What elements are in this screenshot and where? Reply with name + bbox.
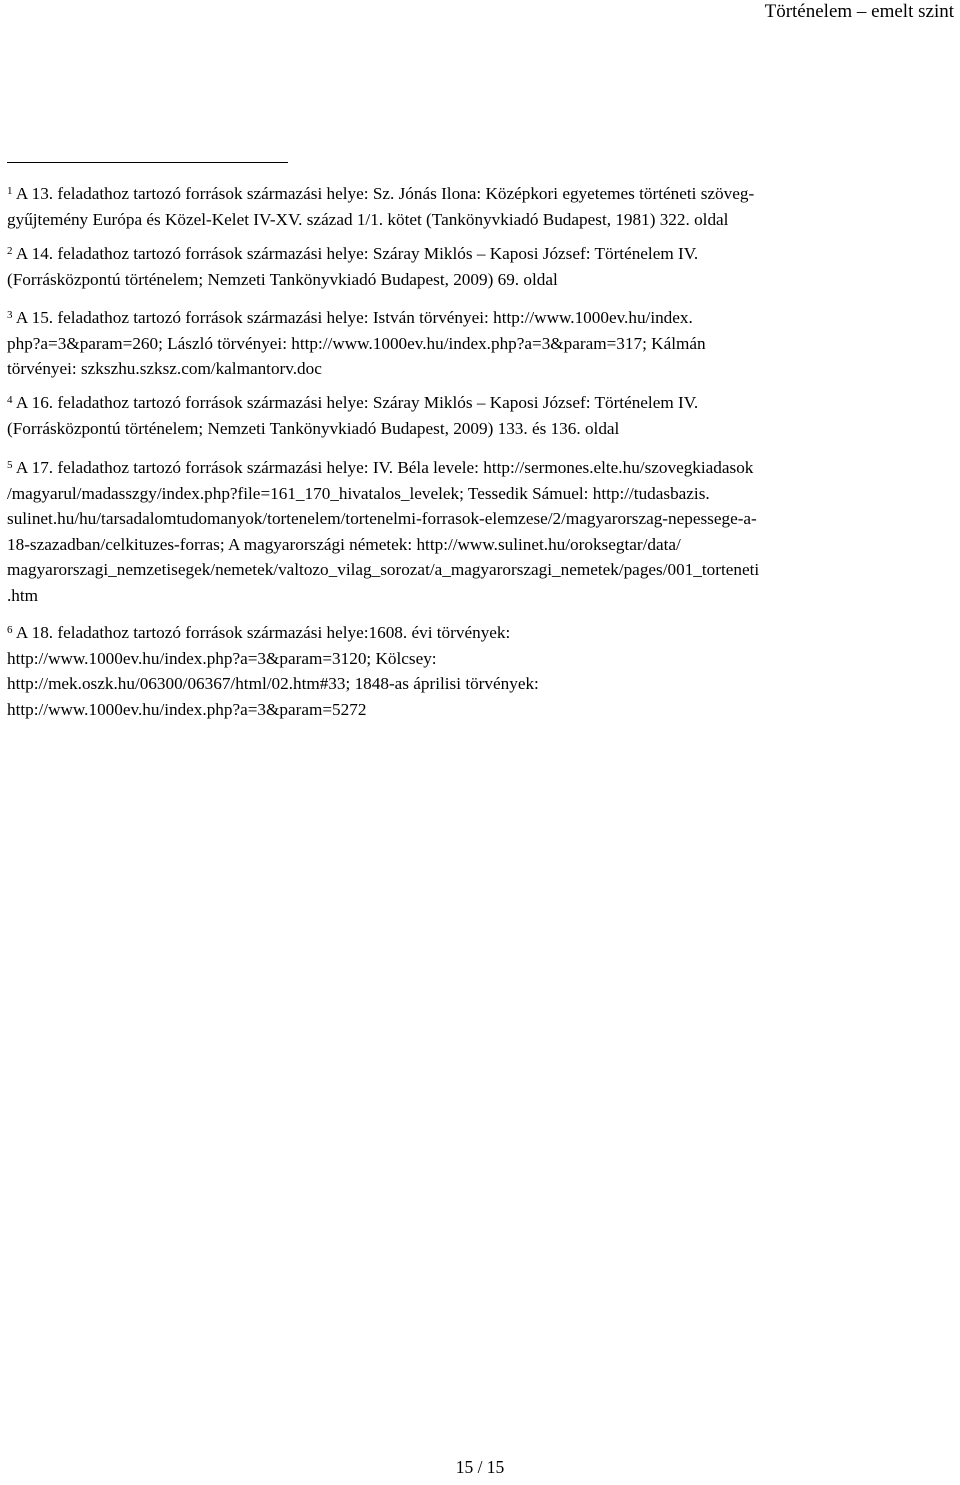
footnote-line: http://mek.oszk.hu/06300/06367/html/02.htm#33; 1848-as áprilisi törvények:	[7, 674, 539, 694]
footnote-text: A 18. feladathoz tartozó források származási helye:1608. évi törvények:	[12, 623, 511, 642]
footnote-line: 18-szazadban/celkituzes-forras; A magyarországi németek: http://www.sulinet.hu/oroksegtar/data/	[7, 534, 681, 554]
footnote-line: /magyarul/madasszgy/index.php?file=161_170_hivatalos_levelek; Tessedik Sámuel: http://tudasbazis.	[7, 483, 710, 503]
footnote-number: 5	[7, 459, 13, 471]
footnote-line: magyarorszagi_nemzetisegek/nemetek/valtozo_vilag_sorozat/a_magyarorszagi_nemetek/pages/001_torteneti	[7, 560, 760, 580]
page-number: 15 / 15	[455, 1457, 505, 1477]
footnote-number: 1	[7, 185, 13, 197]
footnote-line: http://www.1000ev.hu/index.php?a=3&param=5272	[7, 699, 367, 719]
footnote-6	[7, 620, 957, 722]
footnote-separator	[7, 162, 288, 163]
footnote-2	[7, 241, 957, 292]
footnote-3	[7, 305, 957, 382]
footnote-number: 3	[7, 309, 13, 321]
footnote-line: (Forrásközpontú történelem; Nemzeti Tankönyvkiadó Budapest, 2009) 69. oldal	[7, 269, 558, 289]
footnote-line	[7, 181, 957, 207]
footnote-text: A 14. feladathoz tartozó források származási helye: Száray Miklós – Kaposi József: Történelem IV.	[12, 244, 699, 263]
footnote-line	[7, 241, 957, 267]
footnote-number: 4	[7, 394, 13, 406]
footnote-number: 6	[7, 624, 13, 636]
footnote-text: A 16. feladathoz tartozó források származási helye: Száray Miklós – Kaposi József: Történelem IV.	[12, 393, 699, 412]
footnote-number: 2	[7, 245, 13, 257]
footnote-line: gyűjtemény Európa és Közel-Kelet IV-XV. század 1/1. kötet (Tankönyvkiadó Budapest, 1981) 322. oldal	[7, 209, 729, 229]
footnote-line	[7, 305, 957, 331]
footnote-line: http://www.1000ev.hu/index.php?a=3&param=3120; Kölcsey:	[7, 648, 437, 668]
footnote-text: A 15. feladathoz tartozó források származási helye: István törvényei: http://www.1000ev.hu/index.	[12, 308, 693, 327]
running-header-title: Történelem – emelt szint	[764, 1, 954, 22]
footnote-line: sulinet.hu/hu/tarsadalomtudomanyok/tortenelem/tortenelmi-forrasok-elemzese/2/magyarorszag-nepessege-a-	[7, 509, 757, 529]
footnote-line	[7, 455, 957, 481]
footnote-line: php?a=3&param=260; László törvényei: http://www.1000ev.hu/index.php?a=3&param=317; Kálmán	[7, 333, 706, 353]
footnote-4	[7, 390, 957, 441]
footnote-1	[7, 181, 957, 232]
footnote-line: (Forrásközpontú történelem; Nemzeti Tankönyvkiadó Budapest, 2009) 133. és 136. oldal	[7, 418, 620, 438]
footnote-line: .htm	[7, 585, 39, 605]
footnote-line	[7, 390, 957, 416]
footnote-text: A 13. feladathoz tartozó források származási helye: Sz. Jónás Ilona: Középkori egyetemes történeti szöveg-	[12, 184, 755, 203]
footnote-text: A 17. feladathoz tartozó források származási helye: IV. Béla levele: http://sermones.elte.hu/szovegkiadasok	[12, 458, 754, 477]
footnote-line: törvényei: szkszhu.szksz.com/kalmantorv.doc	[7, 359, 322, 379]
footnote-line	[7, 620, 957, 646]
footnote-5	[7, 455, 957, 609]
